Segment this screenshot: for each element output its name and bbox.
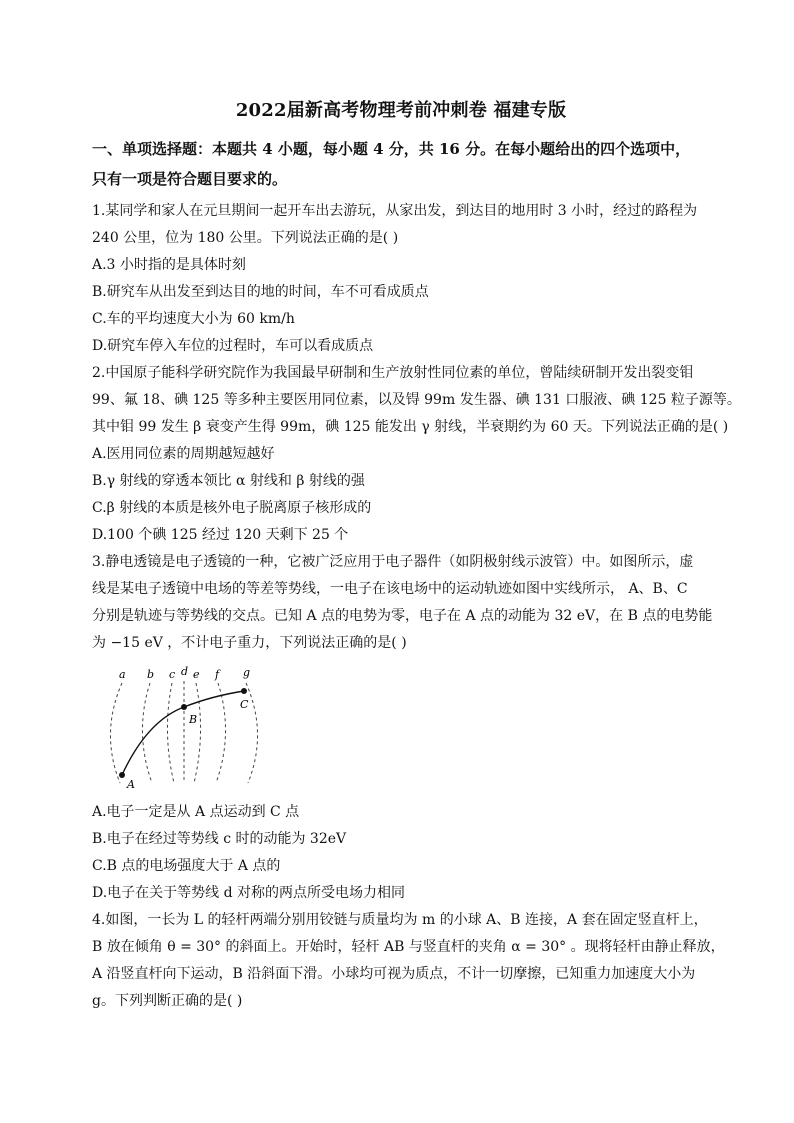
option-c: C.车的平均速度大小为 60 km/h xyxy=(92,311,295,327)
option-d: D.研究车停入车位的过程时，车可以看成质点 xyxy=(92,338,374,354)
option-b: B.电子在经过等势线 c 时的动能为 32eV xyxy=(92,831,347,847)
equipotential-line-b xyxy=(142,683,152,783)
equipotential-line-f xyxy=(216,683,226,783)
label-f: f xyxy=(215,668,220,681)
label-e: e xyxy=(193,668,200,681)
option-b: B.研究车从出发至到达目的地的时间，车不可看成质点 xyxy=(92,284,429,300)
question-stem-line: 99、氟 18、碘 125 等多种主要医用同位素，以及锝 99m 发生器、碘 131 口服液、碘 125 粒子源等。 xyxy=(92,392,741,408)
option-a: A.3 小时指的是具体时刻 xyxy=(92,257,246,273)
question-stem-line: 2.中国原子能科学研究院作为我国最早研制和生产放射性同位素的单位，曾陆续研制开发出裂变钼 xyxy=(92,365,694,381)
option-d: D.电子在关于等势线 d 对称的两点所受电场力相同 xyxy=(92,885,406,901)
question-3 xyxy=(92,549,713,907)
label-point-b: B xyxy=(189,713,198,726)
question-2 xyxy=(92,360,741,549)
section-heading xyxy=(92,134,710,194)
label-point-a: A xyxy=(127,778,135,791)
label-a: a xyxy=(119,668,126,681)
label-point-c: C xyxy=(240,698,249,711)
question-stem-line: 240 公里，位为 180 公里。下列说法正确的是( ) xyxy=(92,230,399,246)
label-g: g xyxy=(243,666,251,679)
section-heading-line: 只有一项是符合题目要求的。 xyxy=(92,170,288,188)
question-stem-line: 线是某电子透镜中电场的等差等势线，一电子在该电场中的运动轨迹如图中实线所示， A、B、C xyxy=(92,581,688,597)
question-stem-line: B 放在倾角 θ = 30° 的斜面上。开始时，轻杆 AB 与竖直杆的夹角 α = 30° 。现将轻杆由静止释放， xyxy=(92,939,725,955)
option-b: B.γ 射线的穿透本领比 α 射线和 β 射线的强 xyxy=(92,473,365,489)
label-b: b xyxy=(147,668,155,681)
question-stem-line: 3.静电透镜是电子透镜的一种，它被广泛应用于电子器件（如阴极射线示波管）中。如图所示，虚 xyxy=(92,554,694,570)
point-b-dot xyxy=(181,704,187,710)
option-a: A.电子一定是从 A 点运动到 C 点 xyxy=(92,804,300,820)
point-c-dot xyxy=(241,688,247,694)
equipotential-line-c xyxy=(167,683,174,783)
question-stem-line: 4.如图，一长为 L 的轻杆两端分别用铰链与质量均为 m 的小球 A、B 连接，A 套在固定竖直杆上， xyxy=(92,912,708,928)
option-d: D.100 个碘 125 经过 120 天剩下 25 个 xyxy=(92,527,349,543)
question-stem-line: A 沿竖直杆向下运动，B 沿斜面下滑。小球均可视为质点，不计一切摩擦，已知重力加速度大小为 xyxy=(92,966,696,982)
option-c: C.B 点的电场强度大于 A 点的 xyxy=(92,858,281,874)
exam-title: 2022届新高考物理考前冲刺卷 福建专版 xyxy=(235,100,567,121)
question-stem-line: 为 −15 eV ，不计电子重力，下列说法正确的是( ) xyxy=(92,635,407,651)
point-a-dot xyxy=(119,772,125,778)
question-stem-line: 分别是轨迹与等势线的交点。已知 A 点的电势为零，电子在 A 点的动能为 32 eV，在 B 点的电势能 xyxy=(92,608,713,624)
section-heading-line: 一、单项选择题：本题共 4 小题，每小题 4 分，共 16 分。在每小题给出的四个选项中， xyxy=(92,140,691,158)
equipotential-diagram xyxy=(92,663,292,793)
label-d: d xyxy=(181,665,189,678)
option-c: C.β 射线的本质是核外电子脱离原子核形成的 xyxy=(92,500,372,516)
question-stem-line: g。下列判断正确的是( ) xyxy=(92,993,243,1009)
question-4 xyxy=(92,907,725,1015)
equipotential-line-e xyxy=(194,683,201,783)
question-1 xyxy=(92,198,710,360)
option-a: A.医用同位素的周期越短越好 xyxy=(92,446,275,462)
electric-lens-figure xyxy=(92,663,292,793)
equipotential-line-a xyxy=(110,683,122,783)
question-stem-line: 其中钼 99 发生 β 衰变产生得 99m，碘 125 能发出 γ 射线，半衰期约为 60 天。下列说法正确的是( ) xyxy=(92,419,729,435)
question-stem-line: 1.某同学和家人在元旦期间一起开车出去游玩，从家出发，到达目的地用时 3 小时，经过的路程为 xyxy=(92,203,698,219)
label-c: c xyxy=(169,668,176,681)
